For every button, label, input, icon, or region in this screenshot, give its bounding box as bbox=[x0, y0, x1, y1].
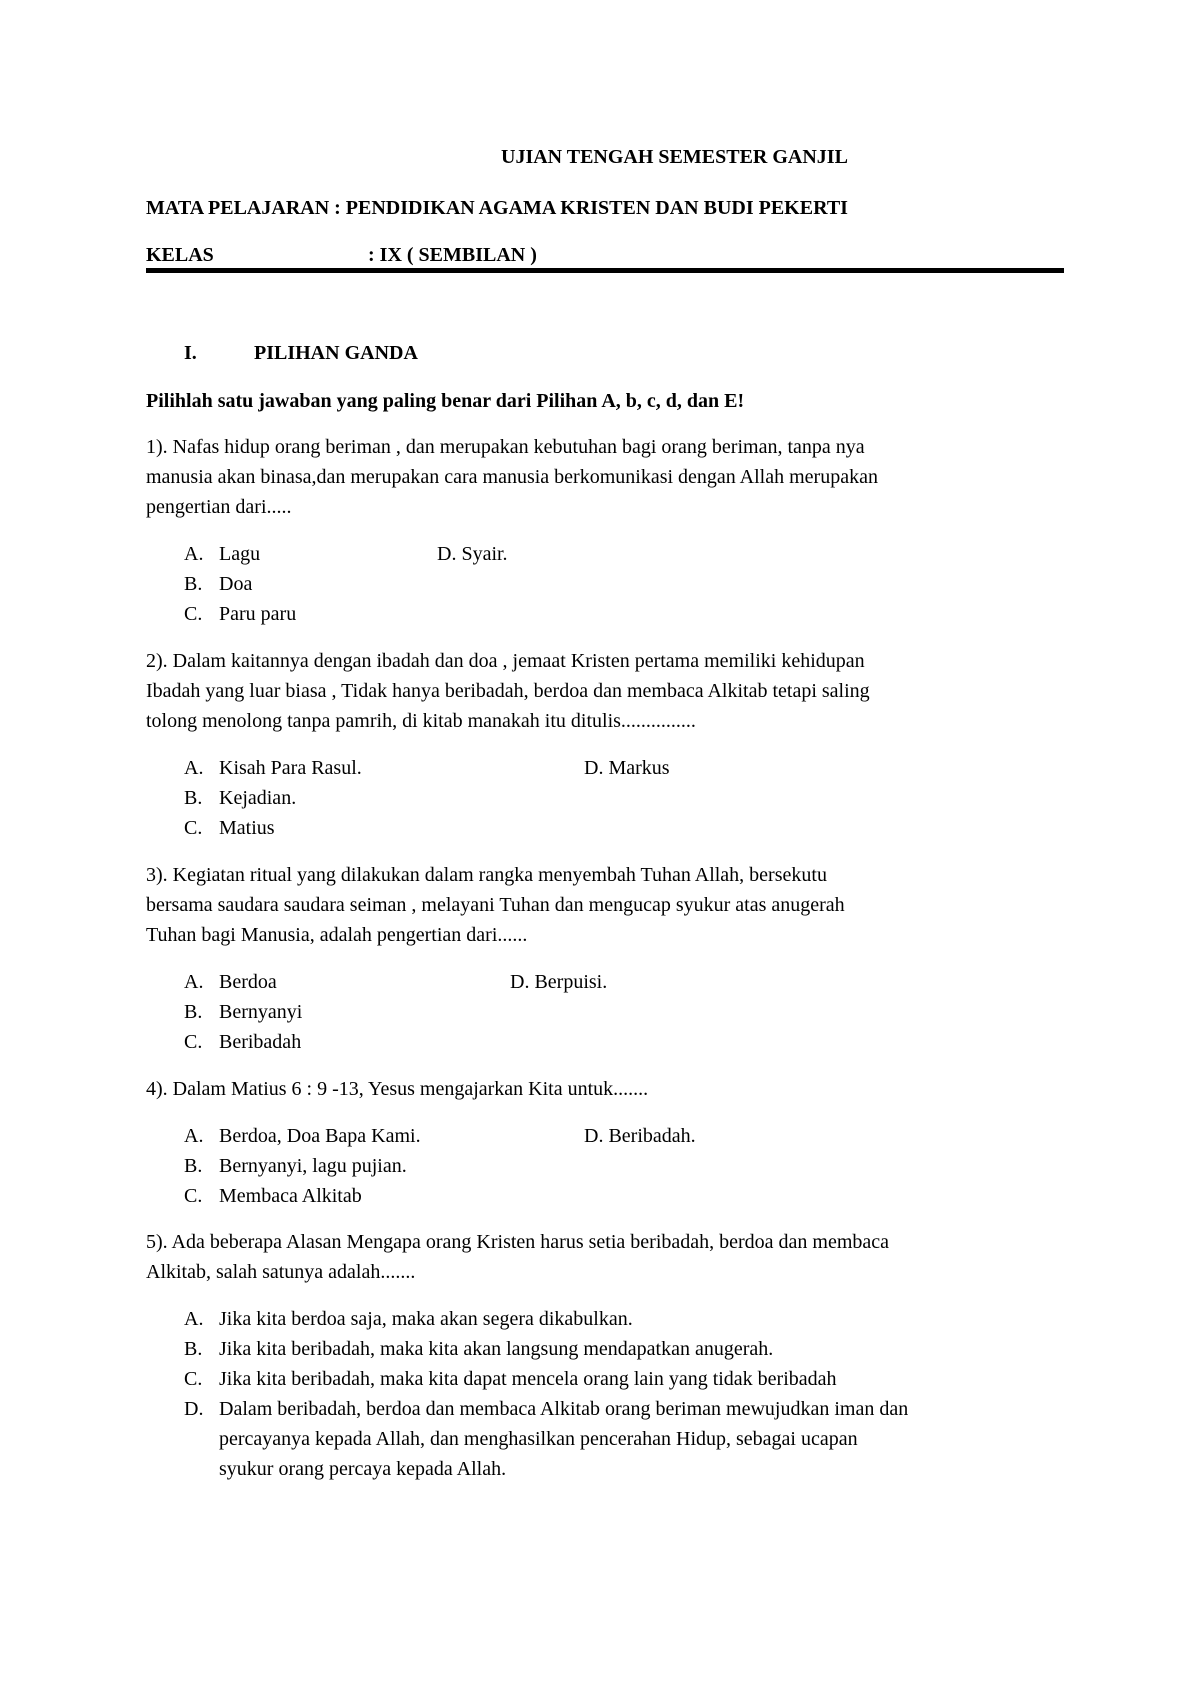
option-text: Membaca Alkitab bbox=[219, 1185, 362, 1207]
option-letter: C. bbox=[184, 1185, 203, 1207]
option-text: Kisah Para Rasul. bbox=[219, 757, 362, 779]
option-letter: B. bbox=[184, 1338, 203, 1360]
option-text: Doa bbox=[219, 573, 253, 595]
option-text: Paru paru bbox=[219, 603, 297, 625]
option-letter: C. bbox=[184, 1368, 203, 1390]
question-text-line: 5). Ada beberapa Alasan Mengapa orang Kristen harus setia beribadah, berdoa dan membaca bbox=[146, 1231, 890, 1253]
question-text-line: manusia akan binasa,dan merupakan cara manusia berkomunikasi dengan Allah merupakan bbox=[146, 466, 878, 488]
section-title: PILIHAN GANDA bbox=[254, 342, 418, 364]
option-letter: A. bbox=[184, 757, 204, 779]
question-text-line: Alkitab, salah satunya adalah....... bbox=[146, 1261, 416, 1283]
class-label: KELAS bbox=[146, 244, 214, 266]
option-d: D. Syair. bbox=[437, 543, 508, 565]
option-letter: B. bbox=[184, 1155, 203, 1177]
option-d: D. Markus bbox=[584, 757, 670, 779]
option-letter: A. bbox=[184, 543, 204, 565]
option-text: Jika kita beribadah, maka kita akan langsung mendapatkan anugerah. bbox=[219, 1338, 774, 1360]
option-text: Kejadian. bbox=[219, 787, 297, 809]
option-text: Jika kita beribadah, maka kita dapat mencela orang lain yang tidak beribadah bbox=[219, 1368, 837, 1390]
section-number: I. bbox=[184, 342, 197, 364]
option-text: Berdoa, Doa Bapa Kami. bbox=[219, 1125, 421, 1147]
option-letter: C. bbox=[184, 603, 203, 625]
question-text-line: 1). Nafas hidup orang beriman , dan merupakan kebutuhan bagi orang beriman, tanpa nya bbox=[146, 436, 865, 458]
option-text: Matius bbox=[219, 817, 275, 839]
option-text: Jika kita berdoa saja, maka akan segera dikabulkan. bbox=[219, 1308, 633, 1330]
option-d: D. Beribadah. bbox=[584, 1125, 696, 1147]
option-text: Bernyanyi bbox=[219, 1001, 303, 1023]
class-value: : IX ( SEMBILAN ) bbox=[368, 244, 537, 266]
option-text: Lagu bbox=[219, 543, 261, 565]
question-text-line: 3). Kegiatan ritual yang dilakukan dalam rangka menyembah Tuhan Allah, bersekutu bbox=[146, 864, 827, 886]
question-text-line: Ibadah yang luar biasa , Tidak hanya beribadah, berdoa dan membaca Alkitab tetapi saling bbox=[146, 680, 870, 702]
question-text-line: Tuhan bagi Manusia, adalah pengertian dari...... bbox=[146, 924, 528, 946]
question-text-line: bersama saudara saudara seiman , melayani Tuhan dan mengucap syukur atas anugerah bbox=[146, 894, 845, 916]
header-divider bbox=[146, 268, 1064, 273]
option-letter: B. bbox=[184, 1001, 203, 1023]
option-text-continuation: percayanya kepada Allah, dan menghasilkan pencerahan Hidup, sebagai ucapan bbox=[219, 1428, 858, 1450]
option-text: Berdoa bbox=[219, 971, 277, 993]
subject-line: MATA PELAJARAN : PENDIDIKAN AGAMA KRISTEN DAN BUDI PEKERTI bbox=[146, 197, 848, 219]
question-text-line: pengertian dari..... bbox=[146, 496, 292, 518]
option-letter: B. bbox=[184, 787, 203, 809]
question-text-line: tolong menolong tanpa pamrih, di kitab manakah itu ditulis............... bbox=[146, 710, 696, 732]
option-d: D. Berpuisi. bbox=[510, 971, 608, 993]
option-text: Bernyanyi, lagu pujian. bbox=[219, 1155, 407, 1177]
option-text-continuation: syukur orang percaya kepada Allah. bbox=[219, 1458, 507, 1480]
option-letter: C. bbox=[184, 817, 203, 839]
option-letter: D. bbox=[184, 1398, 204, 1420]
option-text: Dalam beribadah, berdoa dan membaca Alkitab orang beriman mewujudkan iman dan bbox=[219, 1398, 909, 1420]
option-letter: C. bbox=[184, 1031, 203, 1053]
question-text-line: 2). Dalam kaitannya dengan ibadah dan doa , jemaat Kristen pertama memiliki kehidupan bbox=[146, 650, 865, 672]
option-letter: A. bbox=[184, 1308, 204, 1330]
option-letter: A. bbox=[184, 971, 204, 993]
question-text-line: 4). Dalam Matius 6 : 9 -13, Yesus mengajarkan Kita untuk....... bbox=[146, 1078, 649, 1100]
option-letter: B. bbox=[184, 573, 203, 595]
option-text: Beribadah bbox=[219, 1031, 302, 1053]
exam-title: UJIAN TENGAH SEMESTER GANJIL bbox=[501, 146, 848, 168]
option-letter: A. bbox=[184, 1125, 204, 1147]
instruction: Pilihlah satu jawaban yang paling benar dari Pilihan A, b, c, d, dan E! bbox=[146, 390, 745, 412]
